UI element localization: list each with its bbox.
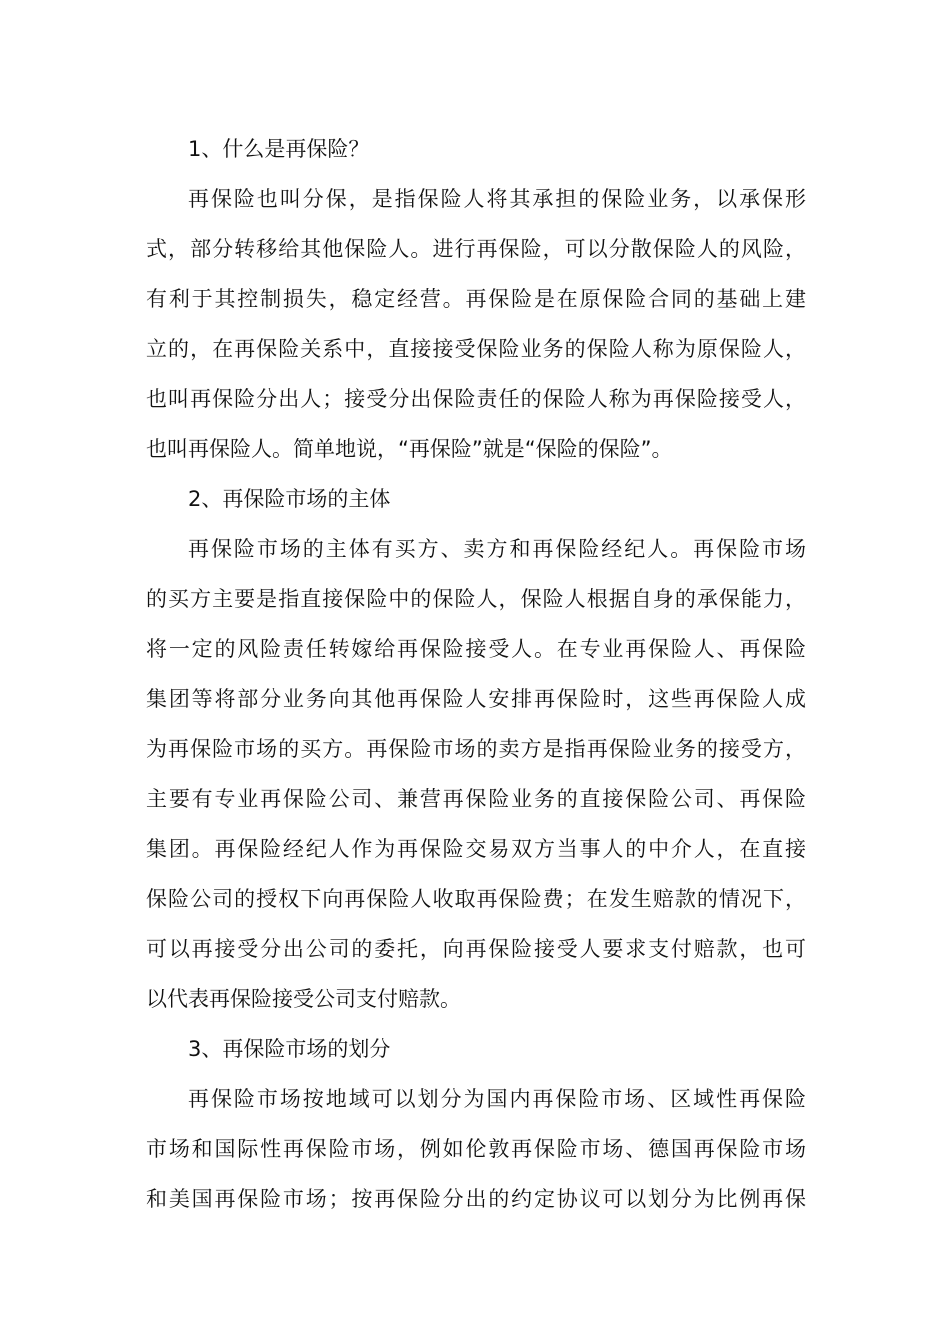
document-page (146, 124, 806, 1224)
section-heading: 1、什么是再保险？ (188, 137, 370, 161)
paragraph-line: 有利于其控制损失，稳定经营。再保险是在原保险合同的基础上建 (146, 287, 806, 311)
paragraph-line: 主要有专业再保险公司、兼营再保险业务的直接保险公司、再保险 (146, 787, 806, 811)
paragraph-line: 市场和国际性再保险市场，例如伦敦再保险市场、德国再保险市场 (146, 1137, 806, 1161)
paragraph-line: 集团。再保险经纪人作为再保险交易双方当事人的中介人，在直接 (146, 837, 806, 861)
paragraph-line: 立的，在再保险关系中，直接接受保险业务的保险人称为原保险人， (146, 337, 806, 361)
paragraph-line: 也叫再保险分出人；接受分出保险责任的保险人称为再保险接受人， (146, 387, 806, 411)
paragraph-line: 式，部分转移给其他保险人。进行再保险，可以分散保险人的风险， (146, 237, 806, 261)
paragraph-line: 以代表再保险接受公司支付赔款。 (146, 987, 461, 1011)
section-heading: 3、再保险市场的划分 (188, 1037, 391, 1061)
paragraph-line: 的买方主要是指直接保险中的保险人，保险人根据自身的承保能力， (146, 587, 806, 611)
paragraph-line: 也叫再保险人。简单地说，“再保险”就是“保险的保险”。 (146, 437, 673, 461)
paragraph-line: 和美国再保险市场；按再保险分出的约定协议可以划分为比例再保 (146, 1187, 806, 1211)
paragraph-line: 可以再接受分出公司的委托，向再保险接受人要求支付赔款，也可 (146, 937, 806, 961)
paragraph-line: 再保险市场按地域可以划分为国内再保险市场、区域性再保险 (188, 1087, 806, 1111)
section-heading: 2、再保险市场的主体 (188, 487, 391, 511)
paragraph-line: 集团等将部分业务向其他再保险人安排再保险时，这些再保险人成 (146, 687, 806, 711)
paragraph-line: 为再保险市场的买方。再保险市场的卖方是指再保险业务的接受方， (146, 737, 806, 761)
paragraph-line: 将一定的风险责任转嫁给再保险接受人。在专业再保险人、再保险 (146, 637, 806, 661)
paragraph-line: 再保险也叫分保，是指保险人将其承担的保险业务，以承保形 (188, 187, 806, 211)
paragraph-line: 保险公司的授权下向再保险人收取再保险费；在发生赔款的情况下， (146, 887, 806, 911)
paragraph-line: 再保险市场的主体有买方、卖方和再保险经纪人。再保险市场 (188, 537, 806, 561)
